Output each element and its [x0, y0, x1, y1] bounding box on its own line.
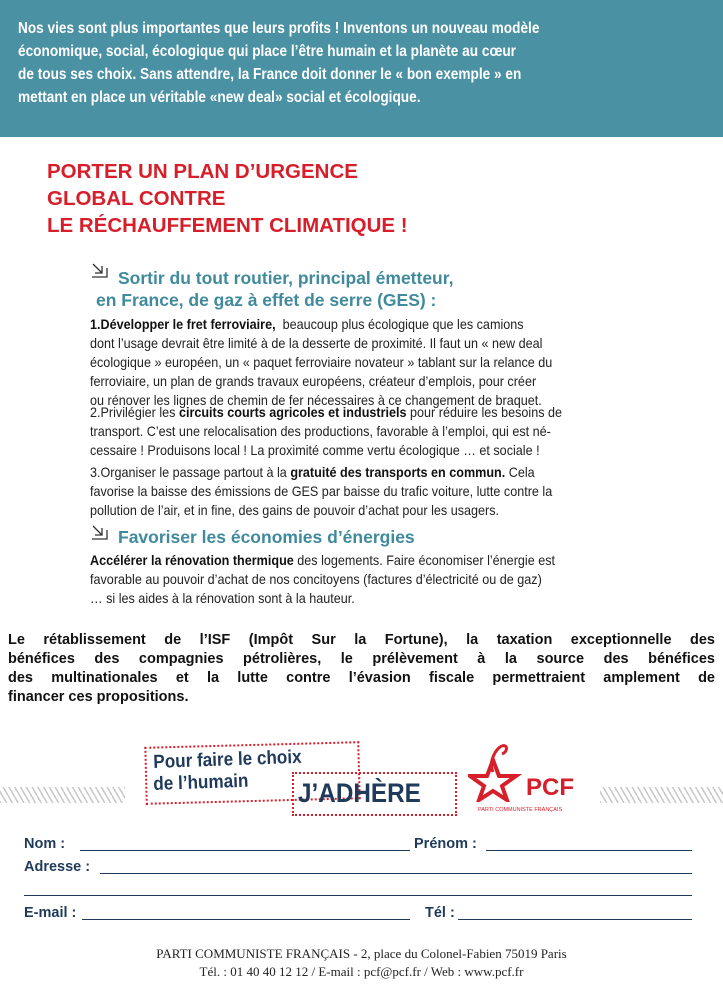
body-text: … si les aides à la rénovation sont à la hauteur. — [90, 590, 355, 606]
pcf-logo-text: PCF — [526, 774, 574, 801]
tel-field[interactable] — [458, 919, 692, 920]
body-text: 3.Organiser le passage partout à la — [90, 464, 291, 480]
financing-text: Le rétablissement de l’ISF (Impôt Sur la Fortune), la taxation exceptionnelle des — [8, 632, 715, 648]
body-text: 2.Privilégier les — [90, 404, 179, 420]
nom-field[interactable] — [80, 850, 410, 851]
intro-line: de tous ses choix. Sans attendre, la France doit donner le « bon exemple » en — [18, 66, 522, 83]
body-text: écologique » européen, un « paquet ferroviaire novateur » tablant sur la relance du — [90, 354, 553, 370]
intro-line: Nos vies sont plus importantes que leurs profits ! Inventons un nouveau modèle — [18, 20, 540, 37]
body-text: ou rénover les lignes de chemin de fer nécessaires à ce changement de braquet. — [90, 392, 542, 408]
body-text: dont l’usage devrait être limité à de la desserte de proximité. Il faut un « new deal — [90, 335, 543, 351]
body-text: pollution de l’air, et in fine, des gains de pouvoir d’achat pour les usagers. — [90, 502, 500, 518]
prenom-label: Prénom : — [414, 836, 477, 852]
arrow-icon — [90, 524, 110, 542]
financing-text: des multinationales et la lutte contre l’évasion fiscale permettraient amplement de — [8, 670, 715, 686]
intro-band — [0, 0, 723, 137]
body-text: cessaire ! Produisons local ! La proximité comme vertu écologique … et sociale ! — [90, 442, 540, 458]
section-heading: en France, de gaz à effet de serre (GES) : — [96, 290, 437, 310]
footer-address: PARTI COMMUNISTE FRANÇAIS - 2, place du Colonel-Fabien 75019 Paris — [156, 946, 567, 961]
hatch-decoration — [600, 787, 723, 803]
email-label: E-mail : — [24, 905, 77, 921]
hatch-decoration — [0, 787, 125, 803]
pcf-logo-subtitle: PARTI COMMUNISTE FRANÇAIS — [478, 807, 563, 813]
slogan-line: Pour faire le choix — [153, 746, 302, 773]
adresse-label: Adresse : — [24, 859, 91, 875]
intro-line: mettant en place un véritable «new deal» social et écologique. — [18, 89, 421, 106]
email-field[interactable] — [82, 919, 410, 920]
bold-text: 1.Développer le fret ferroviaire, — [90, 316, 276, 332]
nom-label: Nom : — [24, 836, 66, 852]
bold-text: gratuité des transports en commun. — [290, 464, 506, 480]
slogan-line: de l’humain — [153, 770, 249, 795]
body-text: beaucoup plus écologique que les camions — [282, 316, 524, 332]
prenom-field[interactable] — [486, 850, 692, 851]
adresse-field[interactable] — [100, 873, 692, 874]
join-cta[interactable]: J’ADHÈRE — [298, 778, 421, 808]
body-text: des logements. Faire économiser l’énergie est — [293, 552, 556, 568]
body-text: favorable au pouvoir d’achat de nos concitoyens (factures d’électricité ou de gaz) — [90, 571, 542, 587]
bold-text: circuits courts agricoles et industriels — [178, 404, 407, 420]
main-title: GLOBAL CONTRE — [47, 187, 226, 210]
body-text: favorise la baisse des émissions de GES par baisse du trafic voiture, lutte contre la — [90, 483, 553, 499]
section-heading: Sortir du tout routier, principal émetteur, — [118, 268, 454, 288]
section-heading: Favoriser les économies d’énergies — [118, 527, 415, 547]
pcf-star-logo-icon — [468, 742, 528, 802]
tel-label: Tél : — [425, 905, 455, 921]
financing-text: bénéfices des compagnies pétrolières, le prélèvement à la source des bénéfices — [8, 651, 715, 667]
body-text: pour réduire les besoins de — [406, 404, 563, 420]
arrow-icon — [90, 262, 110, 280]
main-title: LE RÉCHAUFFEMENT CLIMATIQUE ! — [47, 214, 408, 237]
body-text: Cela — [505, 464, 535, 480]
footer-contact: Tél. : 01 40 40 12 12 / E-mail : pcf@pcf.fr / Web : www.pcf.fr — [199, 964, 524, 979]
intro-line: économique, social, écologique qui place l’être humain et la planète au cœur — [18, 43, 516, 60]
bold-text: Accélérer la rénovation thermique — [90, 552, 294, 568]
financing-text: financer ces propositions. — [8, 689, 189, 705]
body-text: transport. C’est une relocalisation des productions, favorable à l’emploi, qui est né- — [90, 423, 551, 439]
body-text: ferroviaire, un plan de grands travaux européens, créateur d’emplois, pour créer — [90, 373, 537, 389]
adresse-field-line2[interactable] — [24, 895, 692, 896]
main-title: PORTER UN PLAN D’URGENCE — [47, 160, 358, 183]
